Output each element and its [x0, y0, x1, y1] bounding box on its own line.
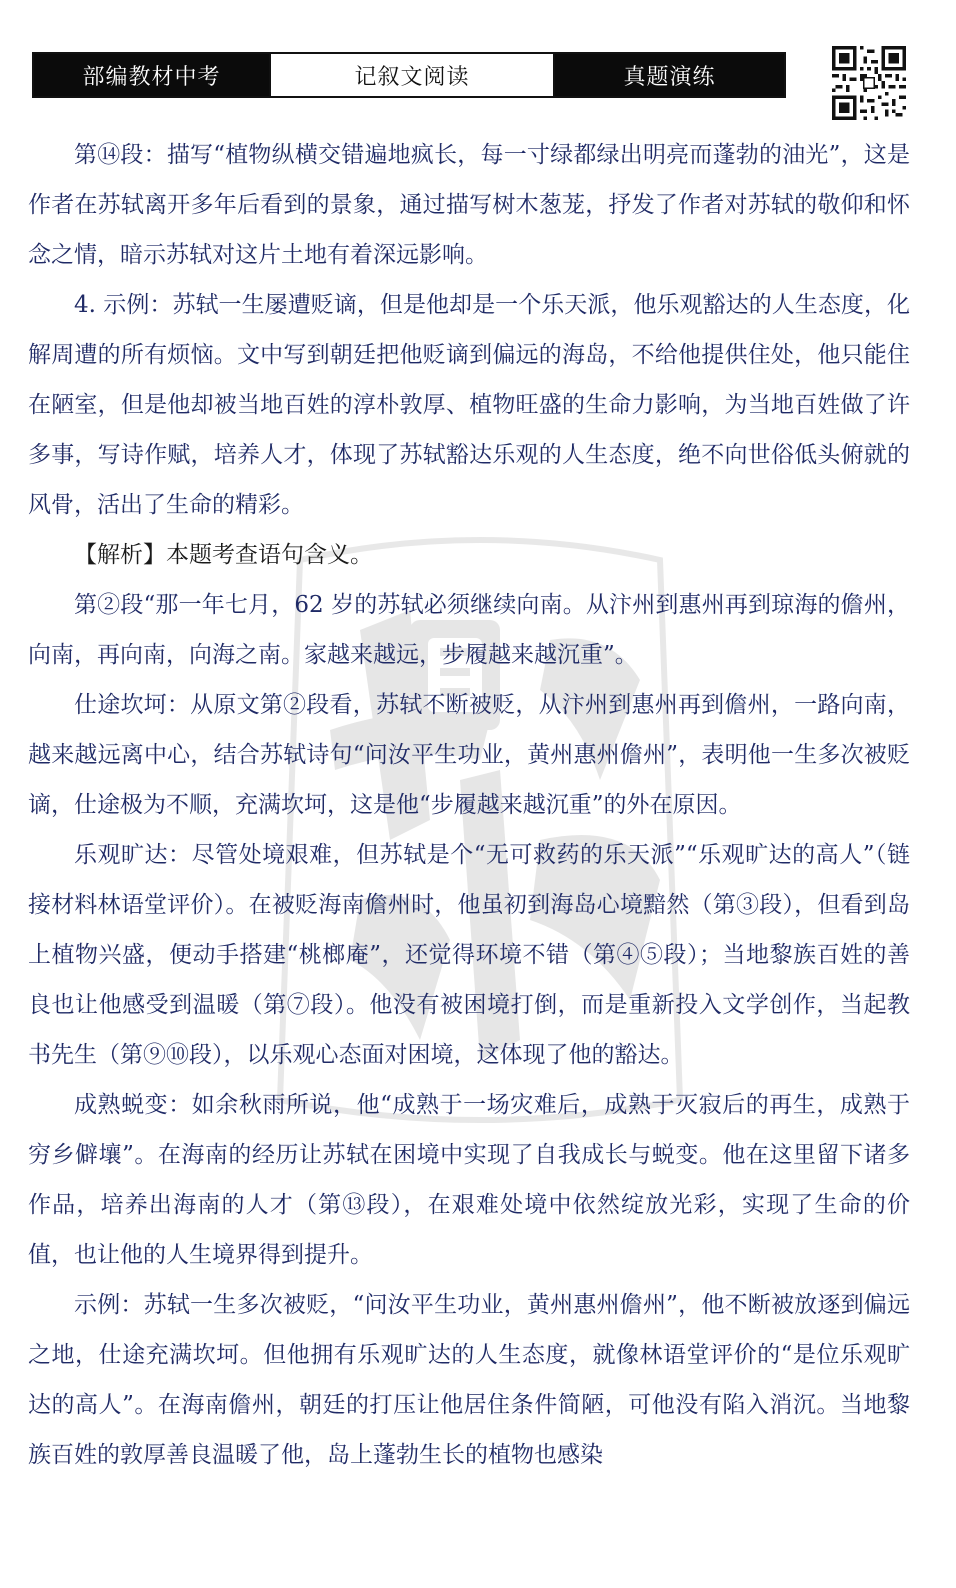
qr-code-icon: [832, 46, 906, 120]
point-career-setbacks: 仕途坎坷：从原文第②段看，苏轼不断被贬，从汴州到惠州再到儋州，一路向南，越来越远离中心，结合苏轼诗句“问汝平生功业，黄州惠州儋州”，表明他一生多次被贬谪，仕途极为不顺，充满坎坷，这是他“步履越来越沉重”的外在原因。: [28, 692, 910, 818]
header-tab-left: 部编教材中考: [34, 54, 269, 96]
point-maturity: 成熟蜕变：如余秋雨所说，他“成熟于一场灾难后，成熟于灭寂后的再生，成熟于穷乡僻壤”。在海南的经历让苏轼在困境中实现了自我成长与蜕变。他在这里留下诸多作品，培养出海南的人才（第⑬段），在艰难处境中依然绽放光彩，实现了生命的价值，也让他的人生境界得到提升。: [28, 1092, 910, 1268]
paragraph-2-quote: 第②段“那一年七月，62 岁的苏轼必须继续向南。从汴州到惠州再到琼海的儋州，向南，再向南，向海之南。家越来越远，步履越来越沉重”。: [28, 592, 910, 668]
header-tab-middle: 记叙文阅读: [269, 54, 555, 96]
paragraph-14-analysis: 第⑭段：描写“植物纵横交错遍地疯长，每一寸绿都绿出明亮而蓬勃的油光”，这是作者在苏轼离开多年后看到的景象，通过描写树木葱茏，抒发了作者对苏轼的敬仰和怀念之情，暗示苏轼对这片土地有着深远影响。: [28, 142, 910, 268]
document-body: [28, 130, 910, 1480]
header-bar: [32, 52, 786, 98]
header-tab-right: 真题演练: [555, 54, 784, 96]
point-optimism: 乐观旷达：尽管处境艰难，但苏轼是个“无可救药的乐天派”“乐观旷达的高人”（链接材料林语堂评价）。在被贬海南儋州时，他虽初到海岛心境黯然（第③段），但看到岛上植物兴盛，便动手搭建“桃榔庵”，还觉得环境不错（第④⑤段）；当地黎族百姓的善良也让他感受到温暖（第⑦段）。他没有被困境打倒，而是重新投入文学创作，当起教书先生（第⑨⑩段），以乐观心态面对困境，这体现了他的豁达。: [28, 842, 910, 1068]
analysis-heading: 【解析】本题考查语句含义。: [74, 542, 373, 568]
example-answer: 示例：苏轼一生多次被贬，“问汝平生功业，黄州惠州儋州”，他不断被放逐到偏远之地，仕途充满坎坷。但他拥有乐观旷达的人生态度，就像林语堂评价的“是位乐观旷达的高人”。在海南儋州，朝廷的打压让他居住条件简陋，可他没有陷入消沉。当地黎族百姓的敦厚善良温暖了他，岛上蓬勃生长的植物也感染: [28, 1292, 910, 1468]
answer-4-example: 4. 示例：苏轼一生屡遭贬谪，但是他却是一个乐天派，他乐观豁达的人生态度，化解周遭的所有烦恼。文中写到朝廷把他贬谪到偏远的海岛，不给他提供住处，他只能住在陋室，但是他却被当地百姓的淳朴敦厚、植物旺盛的生命力影响，为当地百姓做了许多事，写诗作赋，培养人才，体现了苏轼豁达乐观的人生态度，绝不向世俗低头俯就的风骨，活出了生命的精彩。: [28, 292, 910, 518]
